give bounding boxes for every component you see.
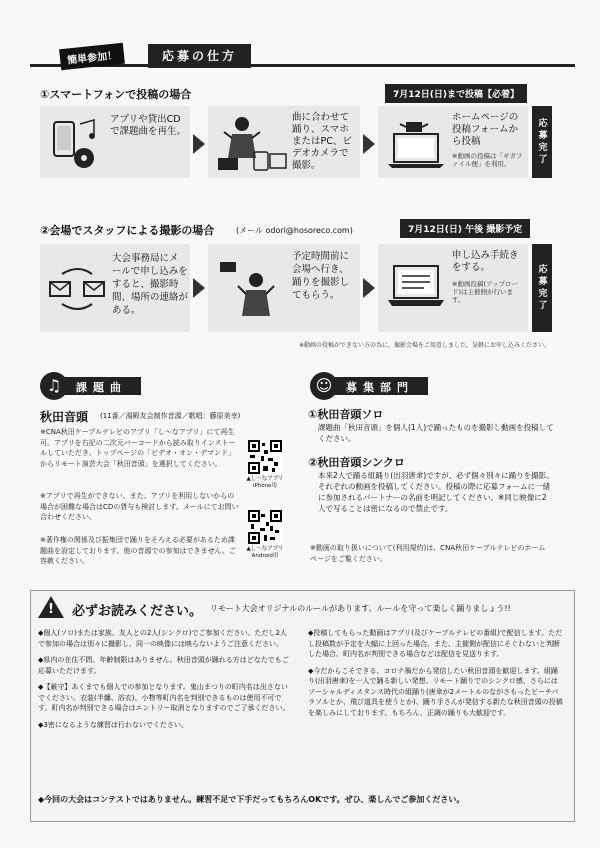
method1-complete: 応募完了 bbox=[532, 106, 552, 178]
notice-final: ◆今回の大会はコンテストではありません。練習不足で下手だってもちろんOKです。ぜひ、楽しんでご参加ください。 bbox=[38, 795, 465, 804]
boshu-section bbox=[310, 372, 450, 400]
method2-email: (メール odori@hosoreco.com) bbox=[236, 226, 353, 235]
dancer-badge-icon: ☺ bbox=[310, 372, 338, 400]
notice-left-item: ◆個人(ソロ)または家族、友人との2人(シンクロ)でご参加ください。ただし2人で参加の場合は別々に撮影し、同一の映像には映らないようご注意ください。 bbox=[38, 629, 287, 648]
qr-caption-android: ▲し～なアプリ Android用 bbox=[246, 546, 284, 559]
method2-step2-text: 予定時間前に会場へ行き、踊りを撮影してもらう。 bbox=[292, 251, 350, 301]
qr-code-iphone[interactable] bbox=[248, 440, 282, 474]
solo-title: ①秋田音頭ソロ bbox=[308, 408, 384, 421]
dancer-camera-icon bbox=[214, 114, 288, 172]
arrow-icon bbox=[193, 278, 205, 298]
dancer-videocamera-icon bbox=[216, 254, 286, 324]
method1-step3-text: ホームページの投稿フォームから投稿 bbox=[452, 112, 519, 147]
arrow-icon bbox=[363, 278, 375, 298]
method2-step3-text: 申し込み手続きをする。 bbox=[452, 250, 519, 273]
notice-subtitle: リモート大会オリジナルのルールがあります。ルールを守って楽しく踊りましょう!! bbox=[210, 604, 511, 613]
laptop-mail-icon bbox=[386, 116, 448, 170]
method1-deadline: 7月12日(日)まで投稿【必着】 bbox=[385, 84, 527, 103]
mail-exchange-icon bbox=[48, 264, 108, 314]
page-title: 応募の仕方 bbox=[148, 44, 251, 68]
notice-left-item: ◆【厳守】あくまでも個人での参加となります。鬼山まつりの町内名は出さないでください。衣装(半纏、浴衣)、小物等町内名を判別できるものは使用不可です。町内名が判別できる場合はエントリー取消となりますのでご了承ください。 bbox=[38, 683, 290, 712]
method2-step3 bbox=[378, 244, 528, 332]
method2-step1-text: 大会事務局にメールで申し込みをすると、撮影時間、場所の連絡がある。 bbox=[112, 253, 189, 316]
kadai-paragraph-1: ※CNA秋田ケーブルテレビのアプリ「し～なアプリ」にて再生可。アプリを右記の二次元バーコードから読み取りインストールしていただき、トップページの「ビデオ・オン・デマンド」からリモート演芸大会「秋田音頭」を選択してください。 bbox=[40, 428, 236, 468]
arrow-icon bbox=[363, 134, 375, 154]
notice-right-item: ◆投稿してもらった動画はアプリ(及びケーブルテレビの番組)で配信します。ただし投稿数が予定を大幅に上回った場合、また、主催側が配信にそぐわないと判断した場合、町内名が判別できる場合などは配信を見送ります。 bbox=[308, 629, 563, 658]
sync-text: 本来2人で踊る組踊り(出羽唐傘)ですが、必ず個々別々に踊りを撮影。それぞれの動画を投稿してください。投稿の際に応募フォームに一緒に参加されるパートナーの名前を明記してください。※同じ映像に2人で写ることは密になるので禁止です。 bbox=[318, 471, 554, 513]
method1-heading: ①スマートフォンで投稿の場合 bbox=[40, 88, 192, 101]
solo-text: 課題曲「秋田音頭」を個人(1人)で踊ったものを撮影し動画を投稿してください。 bbox=[318, 423, 554, 443]
notice-left-item: ◆3密になるような練習は行わないでください。 bbox=[38, 720, 188, 729]
easy-join-tag: 簡単参加！ bbox=[59, 43, 125, 71]
method2-step2 bbox=[208, 244, 360, 332]
exclamation-mark: ! bbox=[48, 602, 54, 617]
sync-title: ②秋田音頭シンクロ bbox=[308, 456, 405, 469]
method1-step3-note: ※動画の投稿は「ギガファイル便」を利用。 bbox=[452, 152, 523, 168]
song-title: 秋田音頭 bbox=[40, 410, 89, 424]
qr-code-android[interactable] bbox=[248, 510, 282, 544]
kadai-paragraph-3: ※著作権の関係及び振集団で踊りをそろえる必要があるため課題曲を設定しております。他の音源での参加はできません。ご容赦ください。 bbox=[40, 536, 236, 565]
method2-deadline: 7月12日(日) 午後 撮影予定 bbox=[400, 219, 530, 238]
smartphone-music-icon bbox=[50, 116, 102, 170]
method2-heading: ②会場でスタッフによる撮影の場合 bbox=[40, 224, 215, 237]
method1-step1 bbox=[40, 106, 190, 178]
kadai-section bbox=[40, 372, 180, 400]
laptop-form-icon bbox=[386, 262, 448, 318]
qr-caption-iphone: ▲し～なアプリ iPhone用 bbox=[246, 476, 284, 489]
notice-title: 必ずお読みください。 bbox=[72, 604, 203, 619]
kadai-paragraph-2: ※アプリで再生ができない、また、アプリを利用しないからの場合が困難な場合はCDの貸与も検討します。メールにてお問い合わせください。 bbox=[40, 492, 239, 521]
notice-right-list bbox=[308, 628, 564, 724]
music-note-icon: ♫ bbox=[40, 372, 68, 400]
method2-step3-note: ※動画投稿(アップロード)は主催側が行います。 bbox=[452, 280, 519, 304]
method1-step1-text: アプリや貸出CDで課題曲を再生。 bbox=[110, 114, 187, 137]
method1-step2-text: 曲に合わせて踊り、スマホまたはPC、ビデオカメラで撮影。 bbox=[292, 112, 352, 171]
method1-step3 bbox=[378, 106, 528, 178]
section-header bbox=[30, 44, 575, 70]
method2-complete: 応募完了 bbox=[532, 244, 552, 332]
notice-right-item: ◆今だからこそできる、コロナ禍だから発信したい秋田音頭を歓迎します。組踊り(出羽唐傘)を一人で踊る新しい発想、リモート踊りでのシンクロ感、さらにはソーシャルディスタンス時代の組踊り(唐傘が2メートルのながさもったビーチパラソルとか、飛び道具を使うとか)、踊り手さんが発信する新たな秋田音頭の投稿を楽しみにしております。もちろん、正調の踊りも大歓迎です。 bbox=[308, 666, 563, 717]
song-credit: (11番／湯殿友会制作音源／歌唱：藤原美幸) bbox=[100, 412, 241, 420]
boshu-section-title: 募集部門 bbox=[328, 377, 428, 395]
arrow-icon bbox=[193, 134, 205, 154]
method1-step2 bbox=[208, 106, 360, 178]
kadai-section-title: 課題曲 bbox=[58, 377, 141, 395]
method2-step1 bbox=[40, 244, 190, 332]
notice-left-item: ◆県内の在住不問、年齢制限はありません。秋田音頭が踊れる方はどなたでもご応募いただけます。 bbox=[38, 656, 289, 675]
footnote: ※動画の投稿ができない方の為に、撮影会場をご用意しました。気軽にお申し込みください。 bbox=[298, 342, 550, 349]
privacy-note: ※動画の取り扱いについて(利用規約)は、CNA秋田ケーブルテレビのホームページをご覧ください。 bbox=[310, 544, 546, 563]
notice-left-list bbox=[38, 628, 293, 736]
